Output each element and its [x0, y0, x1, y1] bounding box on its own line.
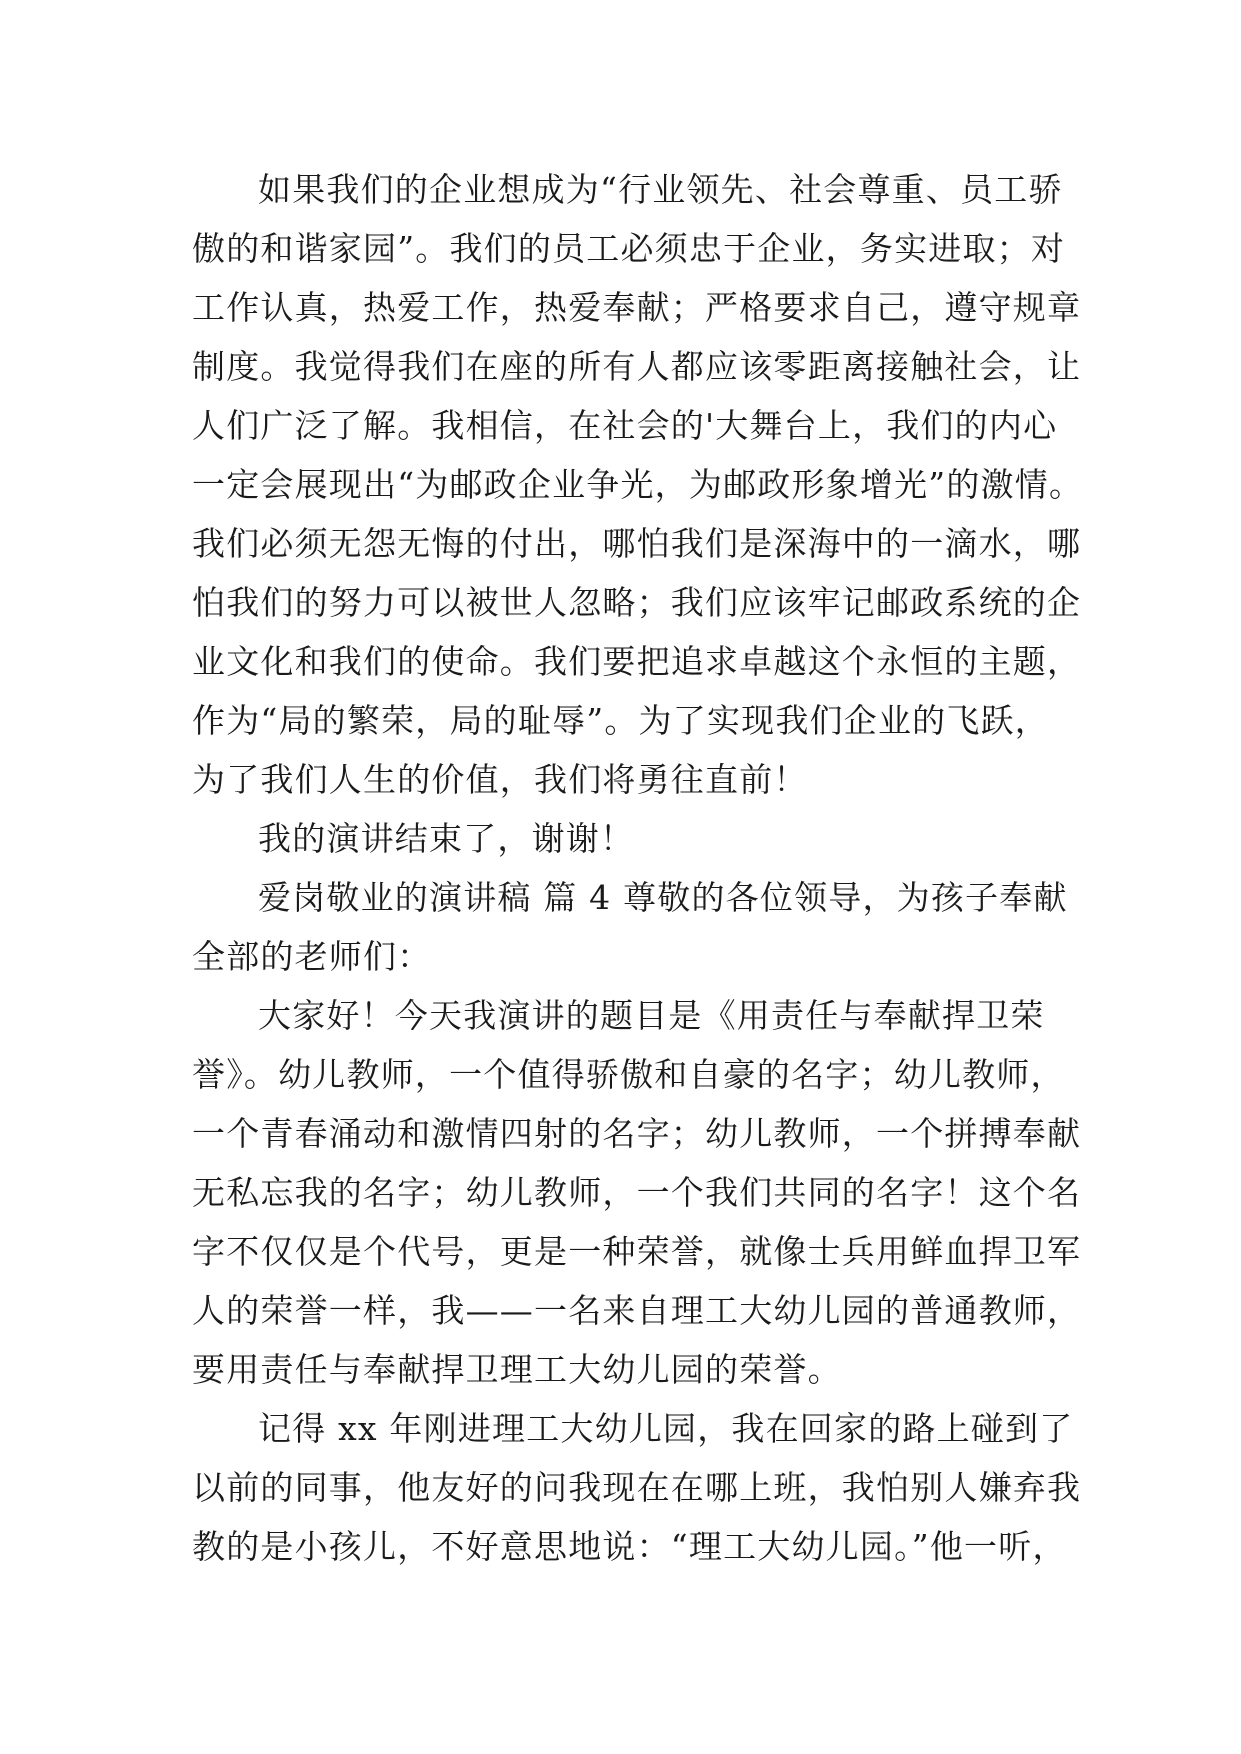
text-line: 誉》。幼儿教师，一个值得骄傲和自豪的名字；幼儿教师， — [192, 1055, 1065, 1094]
text-line: 怕我们的努力可以被世人忽略；我们应该牢记邮政系统的企 — [192, 583, 1082, 622]
text-line: 人们广泛了解。我相信，在社会的'大舞台上，我们的内心 — [192, 406, 1058, 445]
text-line: 我的演讲结束了，谢谢！ — [258, 819, 635, 858]
text-line: 一个青春涌动和激情四射的名字；幼儿教师，一个拼搏奉献 — [192, 1114, 1082, 1153]
text-line: 一定会展现出“为邮政企业争光，为邮政形象增光”的激情。 — [192, 465, 1084, 504]
text-line: 全部的老师们： — [192, 937, 432, 976]
text-line: 业文化和我们的使命。我们要把追求卓越这个永恒的主题， — [192, 642, 1082, 681]
text-line: 工作认真，热爱工作，热爱奉献；严格要求自己，遵守规章 — [192, 288, 1082, 327]
text-line: 记得 xx 年刚进理工大幼儿园，我在回家的路上碰到了 — [258, 1409, 1074, 1448]
text-line: 爱岗敬业的演讲稿 篇 4 尊敬的各位领导，为孩子奉献 — [258, 878, 1068, 917]
text-line: 字不仅仅是个代号，更是一种荣誉，就像士兵用鲜血捍卫军 — [192, 1232, 1082, 1271]
text-line: 作为“局的繁荣，局的耻辱”。为了实现我们企业的飞跃， — [192, 701, 1049, 740]
text-line: 无私忘我的名字；幼儿教师，一个我们共同的名字！这个名 — [192, 1173, 1082, 1212]
text-line: 要用责任与奉献捍卫理工大幼儿园的荣誉。 — [192, 1350, 842, 1389]
body-text — [192, 160, 1084, 1576]
text-line: 制度。我觉得我们在座的所有人都应该零距离接触社会，让 — [192, 347, 1082, 386]
text-line: 傲的和谐家园”。我们的员工必须忠于企业，务实进取；对 — [192, 229, 1066, 268]
text-line: 如果我们的企业想成为“行业领先、社会尊重、员工骄 — [258, 170, 1063, 209]
text-line: 为了我们人生的价值，我们将勇往直前！ — [192, 760, 808, 799]
text-line: 大家好！今天我演讲的题目是《用责任与奉献捍卫荣 — [258, 996, 1045, 1035]
text-line: 教的是小孩儿，不好意思地说：“理工大幼儿园。”他一听， — [192, 1527, 1067, 1566]
text-line: 以前的同事，他友好的问我现在在哪上班，我怕别人嫌弃我 — [192, 1468, 1082, 1507]
text-line: 我们必须无怨无悔的付出，哪怕我们是深海中的一滴水，哪 — [192, 524, 1082, 563]
text-line: 人的荣誉一样，我——一名来自理工大幼儿园的普通教师， — [192, 1291, 1082, 1330]
